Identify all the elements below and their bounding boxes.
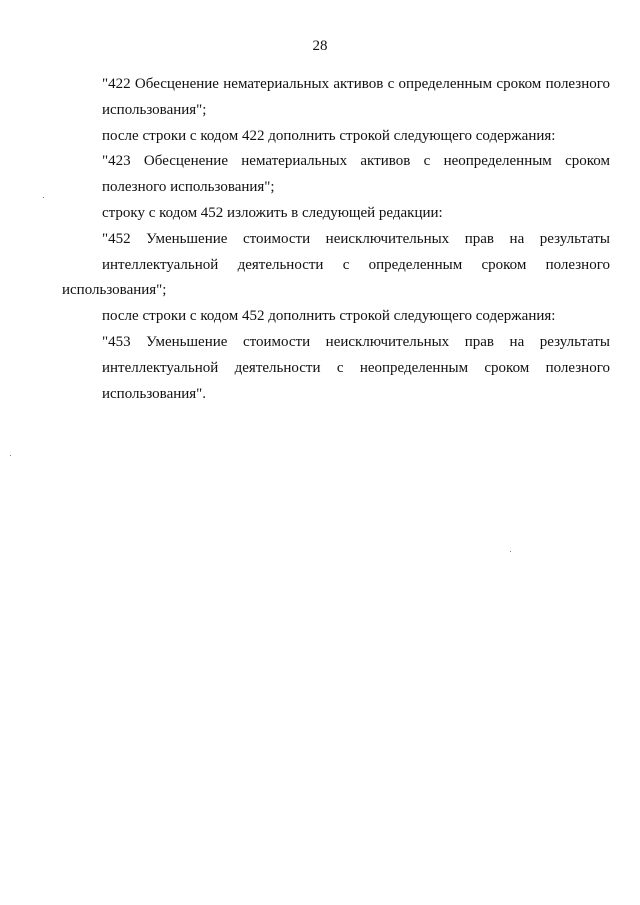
paragraph-instruction-452: строку с кодом 452 изложить в следующей редакции: — [102, 204, 443, 221]
paragraph-line: "422 Обесценение нематериальных активов с определенным сроком полезного — [102, 76, 610, 92]
paragraph-453 — [62, 330, 610, 407]
paragraph-line: "453 Уменьшение стоимости неисключительных прав на результаты — [102, 333, 610, 350]
paragraph-instruction-after-422: после строки с кодом 422 дополнить строкой следующего содержания: — [102, 127, 556, 144]
paragraph-line: полезного использования"; — [102, 179, 275, 196]
paragraph-line: использования". — [102, 385, 207, 402]
paragraph-452 — [62, 227, 610, 304]
scan-speck — [43, 197, 44, 198]
paragraph-line: "423 Обесценение нематериальных активов с неопределенным сроком — [102, 153, 610, 170]
paragraph-line: интеллектуальной деятельности с неопределенным сроком полезного — [102, 359, 610, 376]
scan-speck — [10, 455, 11, 456]
paragraph-422 — [62, 72, 610, 124]
paragraph-line: использования"; — [102, 101, 207, 118]
paragraph-line: "452 Уменьшение стоимости неисключительных прав на результаты — [102, 230, 610, 247]
page-number: 28 — [312, 38, 328, 54]
document-body — [62, 72, 610, 407]
paragraph-423 — [62, 149, 610, 201]
scan-speck — [510, 551, 511, 552]
paragraph-instruction-after-452: после строки с кодом 452 дополнить строкой следующего содержания: — [102, 308, 556, 325]
paragraph-line: интеллектуальной деятельности с определенным сроком полезного использования"; — [62, 256, 610, 299]
